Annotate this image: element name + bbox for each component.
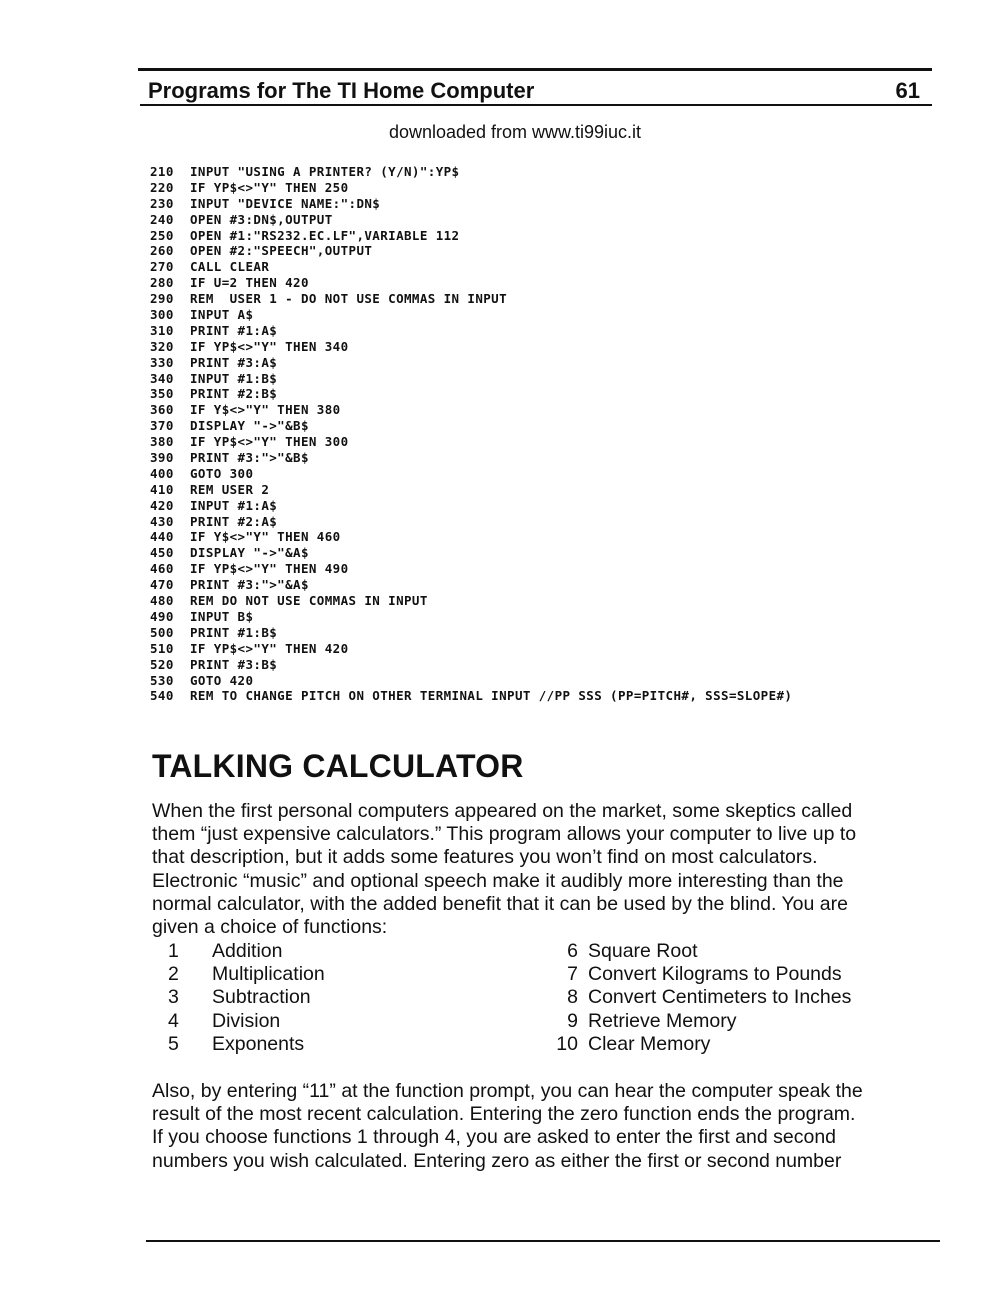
line-number: 520 (150, 656, 174, 672)
function-label: Convert Centimeters to Inches (588, 986, 852, 1009)
header-underline-rule (140, 104, 932, 106)
function-item (530, 1033, 851, 1056)
code-statement: OPEN #1:"RS232.EC.LF",VARIABLE 112 (190, 227, 460, 243)
second-paragraph (152, 1080, 942, 1173)
code-line (150, 196, 970, 212)
code-statement: IF YP$<>"Y" THEN 340 (190, 338, 349, 354)
code-statement: PRINT #2:B$ (190, 386, 278, 402)
code-line (150, 259, 970, 275)
text-line: If you choose functions 1 through 4, you are asked to enter the first and second (152, 1126, 837, 1149)
code-line (150, 228, 970, 244)
line-number: 530 (150, 672, 174, 688)
line-number: 230 (150, 195, 174, 211)
function-label: Clear Memory (588, 1032, 711, 1055)
code-line (150, 212, 970, 228)
code-statement: IF U=2 THEN 420 (190, 275, 309, 291)
code-line (150, 434, 970, 450)
text-line: normal calculator, with the added benefit that it can be used by the blind. You are (152, 892, 848, 915)
code-line (150, 657, 970, 673)
line-number: 340 (150, 370, 174, 386)
line-number: 490 (150, 608, 174, 624)
code-statement: IF YP$<>"Y" THEN 250 (190, 179, 349, 195)
code-line (150, 164, 970, 180)
code-line (150, 609, 970, 625)
function-number: 2 (168, 963, 179, 986)
code-statement: INPUT #1:A$ (190, 497, 278, 513)
code-statement: PRINT #2:A$ (190, 513, 278, 529)
code-line (150, 688, 970, 704)
code-line (150, 275, 970, 291)
code-line (150, 529, 970, 545)
line-number: 220 (150, 179, 174, 195)
line-number: 410 (150, 481, 174, 497)
running-title: Programs for The TI Home Computer (148, 78, 535, 103)
text-line: numbers you wish calculated. Entering zero as either the first or second number (152, 1149, 842, 1172)
code-statement: OPEN #2:"SPEECH",OUTPUT (190, 243, 373, 259)
code-statement: INPUT "USING A PRINTER? (Y/N)":YP$ (190, 164, 460, 179)
line-number: 480 (150, 593, 174, 609)
function-item (530, 963, 851, 986)
code-line (150, 498, 970, 514)
code-statement: PRINT #3:B$ (190, 656, 278, 672)
code-line (150, 450, 970, 466)
line-number: 300 (150, 307, 174, 323)
code-statement: REM USER 1 - DO NOT USE COMMAS IN INPUT (190, 291, 508, 307)
code-statement: INPUT #1:B$ (190, 370, 278, 386)
code-line (150, 418, 970, 434)
code-statement: GOTO 300 (190, 465, 254, 481)
code-line (150, 545, 970, 561)
functions-list-left (168, 940, 325, 1056)
line-number: 280 (150, 275, 174, 291)
code-statement: CALL CLEAR (190, 259, 270, 275)
code-line (150, 625, 970, 641)
code-line (150, 339, 970, 355)
line-number: 360 (150, 402, 174, 418)
line-number: 380 (150, 434, 174, 450)
code-line (150, 466, 970, 482)
code-line (150, 355, 970, 371)
text-line: given a choice of functions: (152, 916, 388, 939)
line-number: 400 (150, 465, 174, 481)
code-line (150, 402, 970, 418)
code-statement: IF Y$<>"Y" THEN 380 (190, 402, 341, 418)
page-number: 61 (895, 78, 920, 103)
code-line (150, 641, 970, 657)
code-statement: IF YP$<>"Y" THEN 300 (190, 434, 349, 450)
function-label: Retrieve Memory (588, 1009, 737, 1032)
line-number: 540 (150, 688, 174, 704)
function-number: 5 (168, 1032, 179, 1055)
line-number: 250 (150, 227, 174, 243)
line-number: 270 (150, 259, 174, 275)
code-line (150, 243, 970, 259)
function-number: 10 (556, 1032, 578, 1055)
line-number: 290 (150, 291, 174, 307)
text-line: Electronic “music” and optional speech make it audibly more interesting than the (152, 869, 844, 892)
function-item (168, 1010, 325, 1033)
function-label: Subtraction (212, 986, 311, 1009)
code-statement: GOTO 420 (190, 672, 254, 688)
line-number: 460 (150, 561, 174, 577)
line-number: 500 (150, 624, 174, 640)
code-line (150, 593, 970, 609)
code-line (150, 180, 970, 196)
function-label: Multiplication (212, 963, 325, 986)
code-line (150, 482, 970, 498)
code-statement: INPUT A$ (190, 307, 254, 323)
function-item (530, 986, 851, 1009)
line-number: 470 (150, 577, 174, 593)
line-number: 330 (150, 354, 174, 370)
code-statement: IF Y$<>"Y" THEN 460 (190, 529, 341, 545)
function-label: Square Root (588, 940, 698, 962)
text-line: that description, but it adds some features you won’t find on most calculators. (152, 846, 818, 869)
line-number: 430 (150, 513, 174, 529)
function-label: Division (212, 1009, 281, 1032)
code-statement: DISPLAY "->"&A$ (190, 545, 309, 561)
code-statement: PRINT #3:A$ (190, 354, 278, 370)
footer-rule (146, 1240, 940, 1242)
function-item (530, 940, 851, 963)
code-line (150, 561, 970, 577)
code-statement: OPEN #3:DN$,OUTPUT (190, 211, 333, 227)
code-line (150, 673, 970, 689)
code-statement: REM DO NOT USE COMMAS IN INPUT (190, 593, 428, 609)
line-number: 390 (150, 450, 174, 466)
code-line (150, 514, 970, 530)
code-statement: IF YP$<>"Y" THEN 420 (190, 640, 349, 656)
line-number: 320 (150, 338, 174, 354)
function-item (168, 940, 325, 963)
line-number: 260 (150, 243, 174, 259)
program-listing (150, 164, 970, 704)
code-statement: PRINT #1:B$ (190, 624, 278, 640)
line-number: 440 (150, 529, 174, 545)
function-item (168, 963, 325, 986)
header-top-rule (138, 68, 932, 71)
code-line (150, 371, 970, 387)
line-number: 240 (150, 211, 174, 227)
line-number: 420 (150, 497, 174, 513)
code-statement: PRINT #3:">"&B$ (190, 450, 309, 466)
line-number: 350 (150, 386, 174, 402)
function-label: Exponents (212, 1032, 305, 1055)
source-note: downloaded from www.ti99iuc.it (388, 122, 642, 142)
code-line (150, 386, 970, 402)
text-line: them “just expensive calculators.” This program allows your computer to live up to (152, 823, 857, 846)
line-number: 370 (150, 418, 174, 434)
function-number: 1 (168, 940, 179, 962)
function-number: 3 (168, 986, 179, 1009)
code-statement: IF YP$<>"Y" THEN 490 (190, 561, 349, 577)
functions-list-right (530, 940, 851, 1056)
section-heading: TALKING CALCULATOR (152, 748, 524, 784)
line-number: 510 (150, 640, 174, 656)
code-statement: INPUT B$ (190, 608, 254, 624)
code-statement: PRINT #1:A$ (190, 322, 278, 338)
text-line: When the first personal computers appeared on the market, some skeptics called (152, 800, 853, 822)
function-number: 4 (168, 1009, 179, 1032)
function-number: 8 (567, 986, 578, 1009)
function-label: Convert Kilograms to Pounds (588, 963, 842, 986)
code-line (150, 323, 970, 339)
code-statement: REM TO CHANGE PITCH ON OTHER TERMINAL INPUT //PP SSS (PP=PITCH#, SSS=SLOPE#) (190, 688, 793, 704)
code-statement: REM USER 2 (190, 481, 270, 497)
code-statement: DISPLAY "->"&B$ (190, 418, 309, 434)
code-line (150, 291, 970, 307)
function-number: 9 (567, 1009, 578, 1032)
code-line (150, 577, 970, 593)
text-line: result of the most recent calculation. Entering the zero function ends the program. (152, 1103, 856, 1126)
function-item (168, 986, 325, 1009)
function-number: 6 (567, 940, 578, 962)
function-number: 7 (567, 963, 578, 986)
function-label: Addition (212, 940, 283, 962)
line-number: 210 (150, 164, 174, 179)
line-number: 450 (150, 545, 174, 561)
code-line (150, 307, 970, 323)
function-item (168, 1033, 325, 1056)
function-item (530, 1010, 851, 1033)
text-line: Also, by entering “11” at the function prompt, you can hear the computer speak the (152, 1080, 863, 1102)
code-statement: PRINT #3:">"&A$ (190, 577, 309, 593)
intro-paragraph (152, 800, 942, 939)
code-statement: INPUT "DEVICE NAME:":DN$ (190, 195, 381, 211)
line-number: 310 (150, 322, 174, 338)
